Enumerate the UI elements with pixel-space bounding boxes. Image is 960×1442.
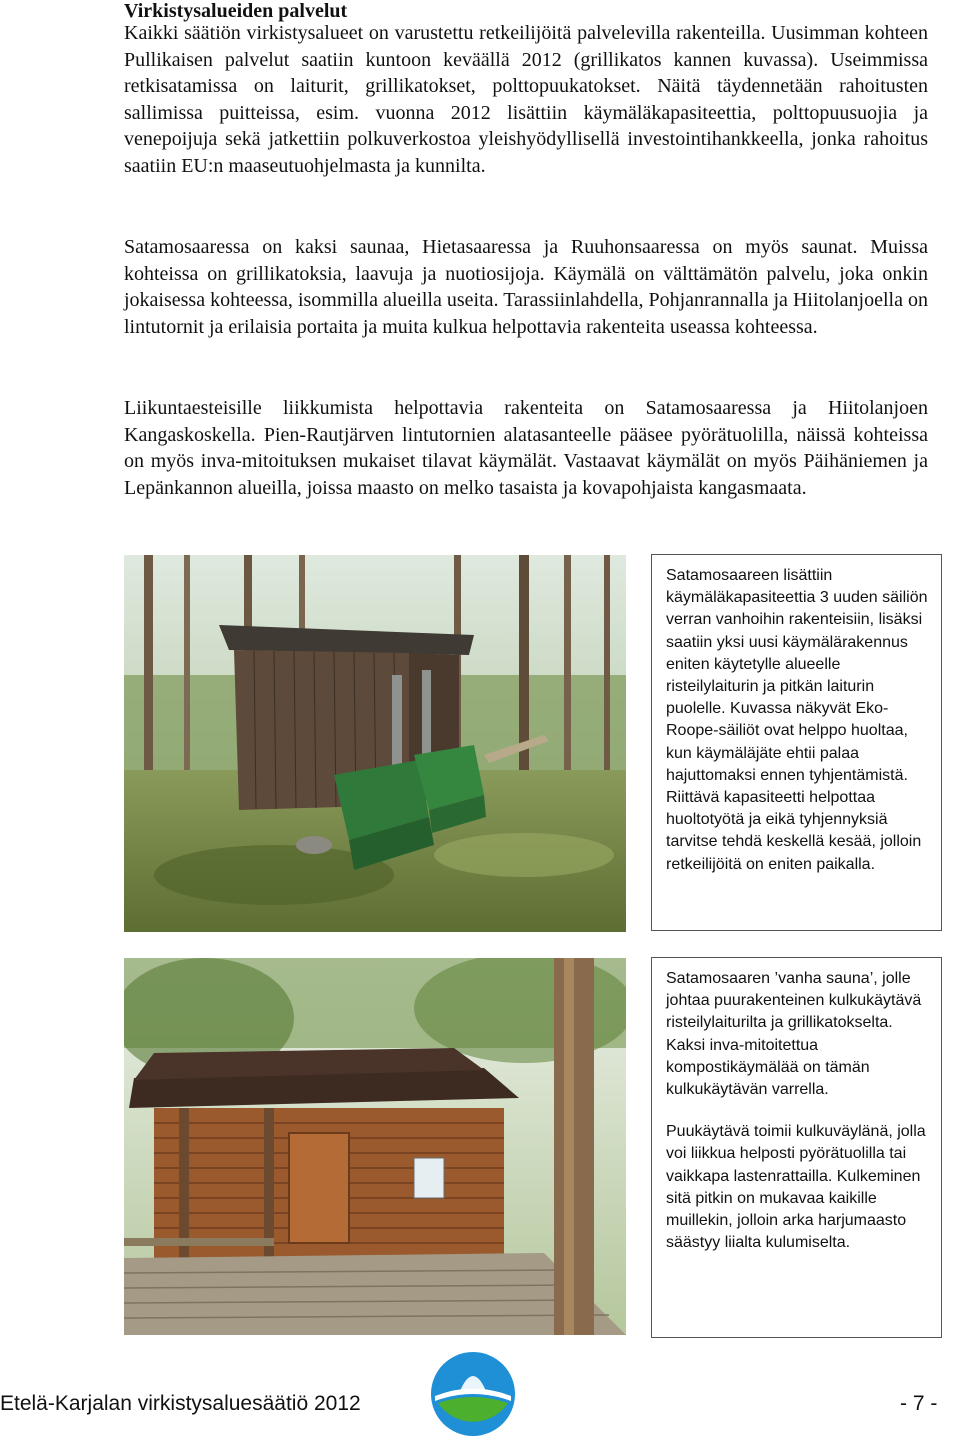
foundation-logo	[430, 1351, 516, 1437]
photo-toilet-building	[124, 555, 626, 932]
toilet-scene-illustration	[124, 555, 626, 932]
sauna-scene-illustration	[124, 958, 626, 1335]
caption-toilet	[651, 554, 942, 931]
caption-sauna-text-2: Puukäytävä toimii kulkuväylänä, jolla voi liikkua helposti pyörätuolilla tai vaikkapa lastenrattailla. Kulkeminen sitä pitkin on mukavaa kaikille muillekin, jolloin arka harjumaasto säästyy liialta kulumiselta.	[666, 1123, 926, 1252]
caption-sauna	[651, 957, 942, 1338]
caption-toilet-text: Satamosaareen lisättiin käymäläkapasiteettia 3 uuden säiliön verran vanhoihin rakenteisiin, lisäksi saatiin yksi uusi käymälärakennus eniten käytetylle alueelle risteilylaiturin ja pitkän laiturin puolelle. Kuvassa näkyvät Eko-Roope-säiliöt ovat helppo huoltaa, kun käymäläjäte ehtii palaa hajuttomaksi ennen tyhjentämistä. Riittävä kapasiteetti helpottaa huoltotyötä ja eikä tyhjennyksiä tarvitse tehdä keskellä kesää, jolloin retkeilijöitä on eniten paikalla.	[666, 567, 928, 873]
paragraph-accessibility: Liikuntaesteisille liikkumista helpottavia rakenteita on Satamosaaressa ja Hiitolanjoen Kangaskoskella. Pien-Rautjärven lintutornien alatasanteelle pääsee pyörätuolilla, näissä kohteissa on myös inva-mitoituksen mukaiset tilavat käymälät. Vastaavat käymälät on myös Päihäniemen ja Lepänkannon alueilla, joissa maasto on melko tasaista ja kovapohjaista kangasmaata.	[124, 397, 928, 499]
footer-organization: Etelä-Karjalan virkistysaluesäätiö 2012	[0, 1392, 361, 1415]
page-number: - 7 -	[900, 1392, 938, 1415]
section-title: Virkistysalueiden palvelut	[124, 0, 348, 22]
foundation-logo-icon	[430, 1351, 516, 1437]
paragraph-saunas: Satamosaaressa on kaksi saunaa, Hietasaaressa ja Ruuhonsaaressa on myös saunat. Muissa kohteissa on grillikatoksia, laavuja ja nuotiosijoja. Käymälä on välttämätön palvelu, joka onkin jokaisessa kohteessa, isommilla alueilla useita. Tarassiinlahdella, Pohjanrannalla ja Hiitolanjoella on lintutornit ja erilaisia portaita ja muita kulkua helpottavia rakenteita useassa kohteessa.	[124, 236, 928, 338]
photo-old-sauna	[124, 958, 626, 1335]
paragraph-facilities: Kaikki säätiön virkistysalueet on varustettu retkeilijöitä palvelevilla rakenteilla. Uusimman kohteen Pullikaisen palvelut saatiin kuntoon keväällä 2012 (grillikatos kannen kuvassa). Useimmissa retkisatamissa on laiturit, grillikatokset, polttopuukatokset. Näitä täydennetään rahoitusten sallimissa puitteissa, esim. vuonna 2012 lisättiin käymäläkapasiteettia, polttopuusuojia ja venepoijuja sekä jatkettiin polkuverkostoa yleishyödyllisellä investointihankkeella, jonka rahoitus saatiin EU:n maaseutuohjelmasta ja kunnilta.	[124, 22, 928, 177]
caption-sauna-text-1: Satamosaaren ’vanha sauna’, jolle johtaa puurakenteinen kulkukäytävä risteilylaiturilta ja grillikatokselta. Kaksi inva-mitoitettua kompostikäymälää on tämän kulkukäytävän varrella.	[666, 970, 922, 1099]
